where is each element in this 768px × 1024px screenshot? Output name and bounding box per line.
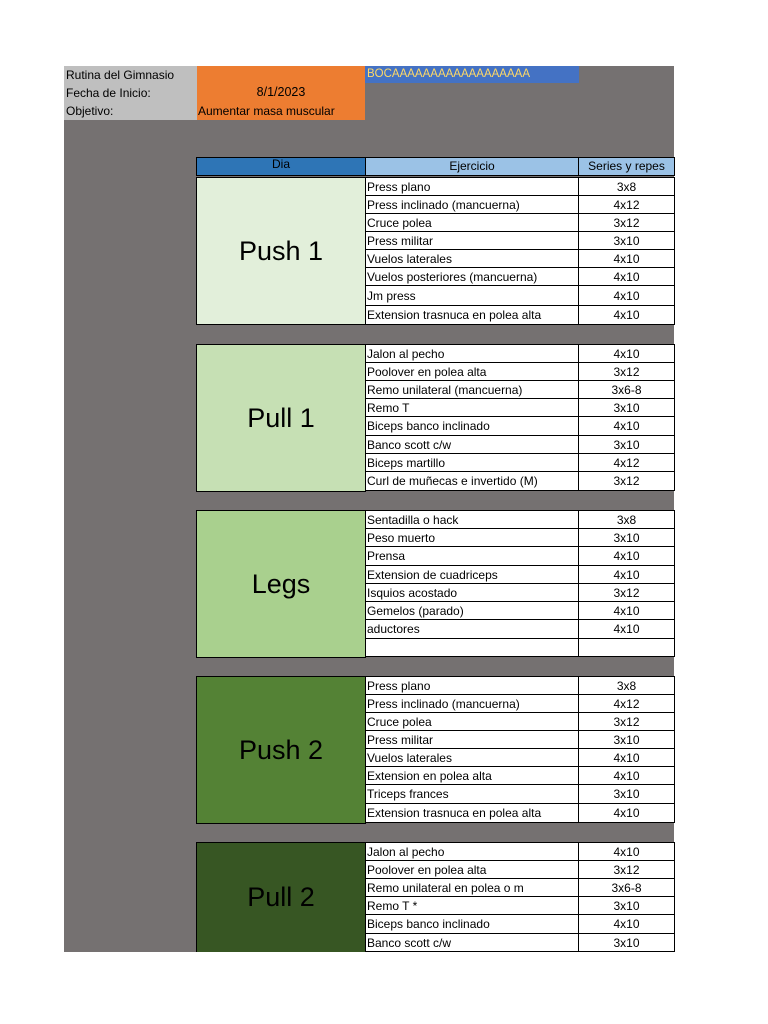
exercise-cell[interactable]: Vuelos laterales (365, 748, 579, 767)
sets-reps-cell[interactable]: 4x12 (578, 453, 675, 472)
exercise-cell[interactable]: Press inclinado (mancuerna) (365, 694, 579, 713)
exercise-cell[interactable]: Extension trasnuca en polea alta (365, 305, 579, 325)
sets-reps-cell[interactable]: 3x12 (578, 362, 675, 381)
sets-reps-cell[interactable]: 4x10 (578, 285, 675, 306)
exercise-cell[interactable]: Biceps banco inclinado (365, 416, 579, 436)
sets-reps-cell[interactable]: 3x10 (578, 730, 675, 749)
exercise-cell[interactable]: Remo unilateral (mancuerna) (365, 380, 579, 399)
exercise-cell[interactable]: Poolover en polea alta (365, 860, 579, 879)
day-cell[interactable]: Push 2 (196, 676, 366, 824)
sets-reps-cell[interactable]: 4x10 (578, 565, 675, 584)
sets-reps-cell[interactable]: 4x10 (578, 748, 675, 767)
exercise-cell[interactable]: Cruce polea (365, 712, 579, 731)
exercise-cell[interactable]: Press inclinado (mancuerna) (365, 195, 579, 214)
sets-reps-cell[interactable]: 3x10 (578, 231, 675, 250)
sets-reps-cell[interactable]: 3x12 (578, 712, 675, 731)
sets-reps-cell[interactable]: 3x8 (578, 676, 675, 695)
sets-reps-cell[interactable]: 4x10 (578, 305, 675, 325)
exercise-cell[interactable]: Press plano (365, 177, 579, 196)
sets-reps-cell[interactable]: 4x10 (578, 842, 675, 861)
sets-reps-cell[interactable]: 3x10 (578, 528, 675, 547)
sets-reps-cell[interactable]: 4x10 (578, 546, 675, 566)
column-header-day[interactable]: Dia (196, 157, 366, 176)
sets-reps-cell[interactable]: 3x8 (578, 510, 675, 529)
exercise-cell[interactable]: Press militar (365, 231, 579, 250)
sets-reps-cell[interactable]: 3x8 (578, 177, 675, 196)
exercise-cell[interactable]: Remo unilateral en polea o m (365, 878, 579, 897)
routine-title-cell[interactable]: Rutina del Gimnasio (64, 66, 197, 84)
day-cell[interactable]: Legs (196, 510, 366, 658)
sets-reps-cell[interactable]: 4x12 (578, 195, 675, 214)
column-header-exercise[interactable]: Ejercicio (365, 157, 579, 176)
exercise-cell[interactable]: Jm press (365, 285, 579, 306)
exercise-cell[interactable]: Extension en polea alta (365, 766, 579, 785)
day-cell[interactable]: Push 1 (196, 177, 366, 325)
sets-reps-cell[interactable]: 3x10 (578, 896, 675, 915)
sets-reps-cell[interactable]: 4x10 (578, 416, 675, 436)
exercise-cell[interactable]: Jalon al pecho (365, 344, 579, 363)
sets-reps-cell[interactable]: 3x10 (578, 398, 675, 417)
sets-reps-cell[interactable]: 4x10 (578, 619, 675, 639)
column-header-sets[interactable]: Series y repes (578, 157, 675, 176)
sets-reps-cell[interactable]: 4x10 (578, 766, 675, 785)
exercise-cell[interactable]: aductores (365, 619, 579, 639)
exercise-cell[interactable]: Vuelos posteriores (mancuerna) (365, 267, 579, 286)
exercise-cell[interactable]: Prensa (365, 546, 579, 566)
exercise-cell[interactable]: Cruce polea (365, 213, 579, 232)
sets-reps-cell[interactable]: 4x12 (578, 694, 675, 713)
exercise-cell[interactable]: Banco scott c/w (365, 933, 579, 952)
sets-reps-cell[interactable]: 3x10 (578, 435, 675, 454)
exercise-cell[interactable]: Press plano (365, 676, 579, 695)
exercise-cell[interactable]: Sentadilla o hack (365, 510, 579, 529)
sets-reps-cell[interactable]: 4x10 (578, 267, 675, 286)
exercise-cell[interactable]: Banco scott c/w (365, 435, 579, 454)
exercise-cell[interactable]: Extension trasnuca en polea alta (365, 803, 579, 823)
sets-reps-cell[interactable]: 4x10 (578, 601, 675, 620)
exercise-cell[interactable]: Poolover en polea alta (365, 362, 579, 381)
exercise-cell[interactable]: Press militar (365, 730, 579, 749)
sets-reps-cell[interactable]: 3x12 (578, 213, 675, 232)
exercise-cell[interactable]: Triceps frances (365, 784, 579, 804)
exercise-cell[interactable]: Biceps martillo (365, 453, 579, 472)
sets-reps-cell[interactable]: 3x10 (578, 784, 675, 804)
day-cell[interactable]: Pull 2 (196, 842, 366, 952)
sets-reps-cell[interactable]: 3x10 (578, 933, 675, 952)
exercise-cell[interactable]: Remo T (365, 398, 579, 417)
sets-reps-cell[interactable]: 3x12 (578, 583, 675, 602)
exercise-cell[interactable]: Remo T * (365, 896, 579, 915)
sets-reps-cell[interactable]: 3x6-8 (578, 878, 675, 897)
exercise-cell[interactable] (365, 638, 579, 657)
sets-reps-cell[interactable]: 4x10 (578, 344, 675, 363)
day-cell[interactable]: Pull 1 (196, 344, 366, 492)
sets-reps-cell[interactable]: 4x10 (578, 249, 675, 268)
sets-reps-cell[interactable]: 3x12 (578, 471, 675, 491)
exercise-cell[interactable]: Curl de muñecas e invertido (M) (365, 471, 579, 491)
start-date-cell[interactable]: 8/1/2023 (256, 85, 306, 99)
goal-value-cell[interactable]: Aumentar masa muscular (198, 104, 335, 118)
exercise-cell[interactable]: Isquios acostado (365, 583, 579, 602)
blue-header-cell[interactable]: BOCAAAAAAAAAAAAAAAAAA (365, 66, 579, 83)
exercise-cell[interactable]: Biceps banco inclinado (365, 914, 579, 934)
sets-reps-cell[interactable]: 4x10 (578, 914, 675, 934)
goal-label-cell[interactable]: Objetivo: (64, 102, 197, 120)
sets-reps-cell[interactable] (578, 638, 675, 657)
exercise-cell[interactable]: Jalon al pecho (365, 842, 579, 861)
sets-reps-cell[interactable]: 3x12 (578, 860, 675, 879)
sets-reps-cell[interactable]: 4x10 (578, 803, 675, 823)
exercise-cell[interactable]: Gemelos (parado) (365, 601, 579, 620)
exercise-cell[interactable]: Vuelos laterales (365, 249, 579, 268)
start-date-label-cell[interactable]: Fecha de Inicio: (64, 84, 197, 102)
exercise-cell[interactable]: Peso muerto (365, 528, 579, 547)
exercise-cell[interactable]: Extension de cuadriceps (365, 565, 579, 584)
sets-reps-cell[interactable]: 3x6-8 (578, 380, 675, 399)
